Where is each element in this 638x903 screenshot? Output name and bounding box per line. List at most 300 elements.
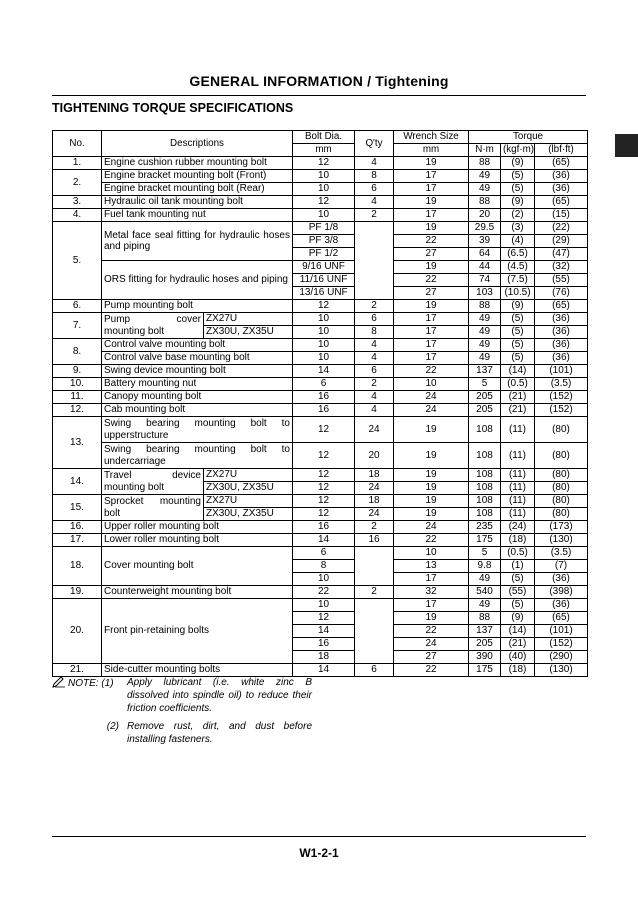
torque-lbfft: (173) (535, 521, 588, 534)
torque-nm: 20 (469, 209, 501, 222)
table-row (53, 547, 588, 560)
row-number: 14. (53, 469, 102, 495)
note-1 (52, 676, 312, 715)
torque-nm: 39 (469, 235, 501, 248)
bolt-dia: 12 (293, 196, 355, 209)
torque-lbfft: (36) (535, 313, 588, 326)
bolt-dia: 10 (293, 326, 355, 339)
wrench-size: 19 (394, 300, 469, 313)
torque-nm: 49 (469, 573, 501, 586)
qty (355, 222, 394, 300)
torque-lbfft: (47) (535, 248, 588, 261)
row-number: 1. (53, 157, 102, 170)
wrench-size: 19 (394, 469, 469, 482)
wrench-size: 22 (394, 625, 469, 638)
wrench-size: 22 (394, 365, 469, 378)
torque-kgfm: (4.5) (501, 261, 535, 274)
torque-kgfm: (0.5) (501, 378, 535, 391)
bolt-dia: 16 (293, 638, 355, 651)
model-name: ZX30U, ZX35U (204, 326, 293, 339)
row-description: Pump cover mounting bolt (102, 313, 204, 339)
wrench-size: 24 (394, 521, 469, 534)
torque-kgfm: (11) (501, 495, 535, 508)
table-row (53, 495, 588, 508)
torque-kgfm: (11) (501, 443, 535, 469)
torque-nm: 108 (469, 417, 501, 443)
torque-nm: 44 (469, 261, 501, 274)
wrench-size: 24 (394, 391, 469, 404)
bolt-dia: 12 (293, 612, 355, 625)
wrench-size: 17 (394, 339, 469, 352)
bolt-dia: 14 (293, 365, 355, 378)
torque-lbfft: (22) (535, 222, 588, 235)
torque-nm: 108 (469, 482, 501, 495)
row-number: 17. (53, 534, 102, 547)
wrench-size: 19 (394, 222, 469, 235)
table-row (53, 404, 588, 417)
torque-lbfft: (36) (535, 573, 588, 586)
torque-nm: 88 (469, 157, 501, 170)
row-description: Control valve mounting bolt (102, 339, 293, 352)
row-description: Pump mounting bolt (102, 300, 293, 313)
row-number: 20. (53, 599, 102, 664)
qty: 24 (355, 508, 394, 521)
wrench-size: 10 (394, 378, 469, 391)
col-header-wrench-unit: mm (394, 144, 469, 157)
torque-kgfm: (10.5) (501, 287, 535, 300)
wrench-size: 17 (394, 326, 469, 339)
wrench-size: 19 (394, 417, 469, 443)
row-description: Swing bearing mounting bolt to upperstructure (102, 417, 293, 443)
section-title: TIGHTENING TORQUE SPECIFICATIONS (52, 101, 294, 115)
col-header-torque: Torque (469, 131, 588, 144)
bolt-dia: 14 (293, 625, 355, 638)
table-row (53, 222, 588, 235)
torque-nm: 9.8 (469, 560, 501, 573)
torque-kgfm: (21) (501, 391, 535, 404)
table-row (53, 365, 588, 378)
bolt-dia: 11/16 UNF (293, 274, 355, 287)
table-row (53, 443, 588, 469)
wrench-size: 17 (394, 170, 469, 183)
torque-kgfm: (3) (501, 222, 535, 235)
torque-lbfft: (65) (535, 300, 588, 313)
wrench-size: 19 (394, 482, 469, 495)
torque-lbfft: (130) (535, 534, 588, 547)
side-tab-marker (615, 134, 638, 157)
model-name: ZX30U, ZX35U (204, 482, 293, 495)
torque-lbfft: (65) (535, 612, 588, 625)
torque-nm: 205 (469, 638, 501, 651)
note-label-group (52, 676, 127, 715)
row-description: Travel device mounting bolt (102, 469, 204, 495)
bolt-dia: 12 (293, 157, 355, 170)
bolt-dia: 16 (293, 521, 355, 534)
torque-kgfm: (5) (501, 573, 535, 586)
torque-nm: 88 (469, 196, 501, 209)
bolt-dia: PF 1/8 (293, 222, 355, 235)
torque-lbfft: (80) (535, 469, 588, 482)
torque-lbfft: (290) (535, 651, 588, 664)
torque-kgfm: (14) (501, 365, 535, 378)
table-row (53, 261, 588, 274)
qty: 2 (355, 378, 394, 391)
torque-nm: 103 (469, 287, 501, 300)
qty: 6 (355, 664, 394, 677)
row-number: 18. (53, 547, 102, 586)
torque-nm: 390 (469, 651, 501, 664)
torque-nm: 137 (469, 625, 501, 638)
wrench-size: 17 (394, 352, 469, 365)
torque-nm: 64 (469, 248, 501, 261)
torque-nm: 74 (469, 274, 501, 287)
row-description: Engine cushion rubber mounting bolt (102, 157, 293, 170)
page-number: W1-2-1 (299, 846, 339, 860)
note-label: NOTE: (68, 678, 99, 689)
qty: 8 (355, 170, 394, 183)
row-description: Engine bracket mounting bolt (Front) (102, 170, 293, 183)
torque-kgfm: (7.5) (501, 274, 535, 287)
table-row (53, 378, 588, 391)
qty: 18 (355, 469, 394, 482)
row-description: Hydraulic oil tank mounting bolt (102, 196, 293, 209)
torque-nm: 175 (469, 534, 501, 547)
row-description: Canopy mounting bolt (102, 391, 293, 404)
torque-nm: 137 (469, 365, 501, 378)
torque-nm: 49 (469, 326, 501, 339)
torque-kgfm: (40) (501, 651, 535, 664)
table-row (53, 313, 588, 326)
torque-kgfm: (9) (501, 196, 535, 209)
row-description: Upper roller mounting bolt (102, 521, 293, 534)
torque-lbfft: (80) (535, 443, 588, 469)
torque-lbfft: (398) (535, 586, 588, 599)
qty: 2 (355, 209, 394, 222)
torque-lbfft: (15) (535, 209, 588, 222)
bolt-dia: 12 (293, 443, 355, 469)
row-number: 8. (53, 339, 102, 365)
torque-nm: 540 (469, 586, 501, 599)
torque-lbfft: (32) (535, 261, 588, 274)
torque-kgfm: (14) (501, 625, 535, 638)
row-number: 11. (53, 391, 102, 404)
bolt-dia: 6 (293, 547, 355, 560)
model-name: ZX30U, ZX35U (204, 508, 293, 521)
row-description: Fuel tank mounting nut (102, 209, 293, 222)
row-description: Cover mounting bolt (102, 547, 293, 586)
qty: 6 (355, 365, 394, 378)
row-number: 13. (53, 417, 102, 469)
qty: 4 (355, 352, 394, 365)
table-row (53, 209, 588, 222)
torque-nm: 205 (469, 404, 501, 417)
row-description: Control valve base mounting bolt (102, 352, 293, 365)
bolt-dia: 12 (293, 417, 355, 443)
torque-kgfm: (2) (501, 209, 535, 222)
torque-lbfft: (130) (535, 664, 588, 677)
torque-kgfm: (21) (501, 404, 535, 417)
torque-kgfm: (18) (501, 534, 535, 547)
bolt-dia: 12 (293, 469, 355, 482)
torque-nm: 49 (469, 339, 501, 352)
torque-lbfft: (65) (535, 157, 588, 170)
torque-kgfm: (9) (501, 612, 535, 625)
table-row (53, 521, 588, 534)
torque-nm: 108 (469, 469, 501, 482)
row-number: 19. (53, 586, 102, 599)
torque-lbfft: (80) (535, 482, 588, 495)
torque-lbfft: (36) (535, 326, 588, 339)
table-row (53, 339, 588, 352)
table-row (53, 586, 588, 599)
note-1-number: (1) (101, 678, 114, 689)
row-description: ORS fitting for hydraulic hoses and piping (102, 261, 293, 300)
qty: 20 (355, 443, 394, 469)
qty: 24 (355, 482, 394, 495)
bolt-dia: 6 (293, 378, 355, 391)
torque-lbfft: (101) (535, 365, 588, 378)
torque-kgfm: (1) (501, 560, 535, 573)
torque-nm: 49 (469, 313, 501, 326)
torque-kgfm: (5) (501, 326, 535, 339)
table-row (53, 352, 588, 365)
torque-kgfm: (5) (501, 599, 535, 612)
torque-nm: 108 (469, 443, 501, 469)
torque-nm: 5 (469, 378, 501, 391)
bolt-dia: 10 (293, 352, 355, 365)
wrench-size: 19 (394, 261, 469, 274)
bolt-dia: 10 (293, 599, 355, 612)
torque-nm: 205 (469, 391, 501, 404)
torque-kgfm: (9) (501, 300, 535, 313)
torque-kgfm: (18) (501, 664, 535, 677)
bolt-dia: 8 (293, 560, 355, 573)
qty: 2 (355, 300, 394, 313)
bolt-dia: 10 (293, 339, 355, 352)
bolt-dia: 10 (293, 183, 355, 196)
model-name: ZX27U (204, 313, 293, 326)
wrench-size: 17 (394, 209, 469, 222)
col-header-no: No. (53, 131, 102, 157)
wrench-size: 22 (394, 274, 469, 287)
wrench-size: 17 (394, 573, 469, 586)
col-header-bolt-dia: Bolt Dia. (293, 131, 355, 144)
wrench-size: 17 (394, 313, 469, 326)
qty: 2 (355, 521, 394, 534)
row-number: 2. (53, 170, 102, 196)
table-row (53, 534, 588, 547)
torque-nm: 108 (469, 495, 501, 508)
qty (355, 599, 394, 664)
torque-kgfm: (5) (501, 183, 535, 196)
torque-spec-table (52, 130, 588, 677)
torque-nm: 88 (469, 612, 501, 625)
bolt-dia: 10 (293, 573, 355, 586)
torque-kgfm: (0.5) (501, 547, 535, 560)
torque-lbfft: (3.5) (535, 378, 588, 391)
bolt-dia: 10 (293, 170, 355, 183)
torque-nm: 5 (469, 547, 501, 560)
bolt-dia: 16 (293, 391, 355, 404)
qty: 6 (355, 313, 394, 326)
torque-kgfm: (5) (501, 170, 535, 183)
bolt-dia: 10 (293, 209, 355, 222)
qty: 4 (355, 157, 394, 170)
page-header-title: GENERAL INFORMATION / Tightening (189, 73, 449, 89)
torque-kgfm: (5) (501, 339, 535, 352)
row-description: Battery mounting nut (102, 378, 293, 391)
qty: 4 (355, 339, 394, 352)
torque-kgfm: (4) (501, 235, 535, 248)
model-name: ZX27U (204, 495, 293, 508)
col-header-nm: N·m (469, 144, 501, 157)
note-2-number: (2) (106, 721, 119, 732)
wrench-size: 19 (394, 495, 469, 508)
torque-lbfft: (36) (535, 183, 588, 196)
notes-block (52, 676, 312, 746)
note-2 (52, 720, 312, 746)
qty: 2 (355, 586, 394, 599)
qty: 24 (355, 417, 394, 443)
torque-lbfft: (80) (535, 508, 588, 521)
torque-lbfft: (80) (535, 495, 588, 508)
torque-lbfft: (29) (535, 235, 588, 248)
qty: 6 (355, 183, 394, 196)
row-description: Metal face seal fitting for hydraulic hoses and piping (102, 222, 293, 261)
torque-lbfft: (152) (535, 391, 588, 404)
table-row (53, 664, 588, 677)
torque-lbfft: (36) (535, 599, 588, 612)
row-number: 15. (53, 495, 102, 521)
torque-kgfm: (11) (501, 508, 535, 521)
wrench-size: 10 (394, 547, 469, 560)
bolt-dia: 18 (293, 651, 355, 664)
torque-nm: 88 (469, 300, 501, 313)
torque-kgfm: (5) (501, 352, 535, 365)
torque-kgfm: (24) (501, 521, 535, 534)
qty: 16 (355, 534, 394, 547)
col-header-kgfm: (kgf·m) (501, 144, 535, 157)
torque-lbfft: (36) (535, 170, 588, 183)
torque-lbfft: (65) (535, 196, 588, 209)
wrench-size: 13 (394, 560, 469, 573)
torque-kgfm: (9) (501, 157, 535, 170)
row-number: 12. (53, 404, 102, 417)
torque-kgfm: (55) (501, 586, 535, 599)
table-row (53, 300, 588, 313)
note-1-text: Apply lubricant (i.e. white zinc B dissolved into spindle oil) to reduce their friction coefficients. (127, 677, 312, 714)
torque-nm: 175 (469, 664, 501, 677)
row-description: Cab mounting bolt (102, 404, 293, 417)
torque-nm: 29.5 (469, 222, 501, 235)
bolt-dia: PF 1/2 (293, 248, 355, 261)
wrench-size: 32 (394, 586, 469, 599)
table-row (53, 599, 588, 612)
row-number: 16. (53, 521, 102, 534)
bolt-dia: 12 (293, 495, 355, 508)
row-number: 7. (53, 313, 102, 339)
row-description: Sprocket mounting bolt (102, 495, 204, 521)
torque-lbfft: (80) (535, 417, 588, 443)
row-description: Lower roller mounting bolt (102, 534, 293, 547)
wrench-size: 22 (394, 664, 469, 677)
note-2-text: Remove rust, dirt, and dust before installing fasteners. (127, 721, 312, 745)
wrench-size: 19 (394, 196, 469, 209)
table-row (53, 469, 588, 482)
torque-nm: 49 (469, 183, 501, 196)
header-rule (52, 95, 586, 96)
wrench-size: 19 (394, 612, 469, 625)
torque-kgfm: (11) (501, 469, 535, 482)
torque-nm: 49 (469, 352, 501, 365)
bolt-dia: 12 (293, 300, 355, 313)
wrench-size: 17 (394, 599, 469, 612)
wrench-size: 27 (394, 651, 469, 664)
bolt-dia: 10 (293, 313, 355, 326)
row-number: 4. (53, 209, 102, 222)
torque-lbfft: (3.5) (535, 547, 588, 560)
wrench-size: 19 (394, 157, 469, 170)
torque-nm: 235 (469, 521, 501, 534)
bolt-dia: 9/16 UNF (293, 261, 355, 274)
col-header-lbfft: (lbf·ft) (535, 144, 588, 157)
torque-nm: 49 (469, 599, 501, 612)
row-description: Side-cutter mounting bolts (102, 664, 293, 677)
row-number: 6. (53, 300, 102, 313)
row-number: 9. (53, 365, 102, 378)
row-number: 21. (53, 664, 102, 677)
table-row (53, 170, 588, 183)
torque-lbfft: (36) (535, 339, 588, 352)
table-row (53, 183, 588, 196)
row-description: Swing device mounting bolt (102, 365, 293, 378)
torque-nm: 49 (469, 170, 501, 183)
qty: 4 (355, 404, 394, 417)
torque-lbfft: (101) (535, 625, 588, 638)
wrench-size: 24 (394, 404, 469, 417)
bolt-dia: 14 (293, 664, 355, 677)
row-number: 3. (53, 196, 102, 209)
footer-rule (52, 836, 586, 837)
row-description: Engine bracket mounting bolt (Rear) (102, 183, 293, 196)
bolt-dia: 13/16 UNF (293, 287, 355, 300)
col-header-descriptions: Descriptions (102, 131, 293, 157)
qty: 8 (355, 326, 394, 339)
bolt-dia: 16 (293, 404, 355, 417)
torque-kgfm: (5) (501, 313, 535, 326)
qty (355, 547, 394, 586)
torque-lbfft: (7) (535, 560, 588, 573)
torque-lbfft: (55) (535, 274, 588, 287)
row-description: Swing bearing mounting bolt to undercarriage (102, 443, 293, 469)
col-header-qty: Q'ty (355, 131, 394, 157)
bolt-dia: 12 (293, 508, 355, 521)
row-number: 10. (53, 378, 102, 391)
wrench-size: 24 (394, 638, 469, 651)
qty: 4 (355, 391, 394, 404)
qty: 18 (355, 495, 394, 508)
bolt-dia: 12 (293, 482, 355, 495)
torque-lbfft: (36) (535, 352, 588, 365)
col-header-bolt-unit: mm (293, 144, 355, 157)
torque-kgfm: (11) (501, 482, 535, 495)
col-header-wrench-size: Wrench Size (394, 131, 469, 144)
pencil-icon (52, 676, 66, 688)
table-row (53, 157, 588, 170)
torque-lbfft: (152) (535, 404, 588, 417)
wrench-size: 22 (394, 235, 469, 248)
torque-lbfft: (76) (535, 287, 588, 300)
